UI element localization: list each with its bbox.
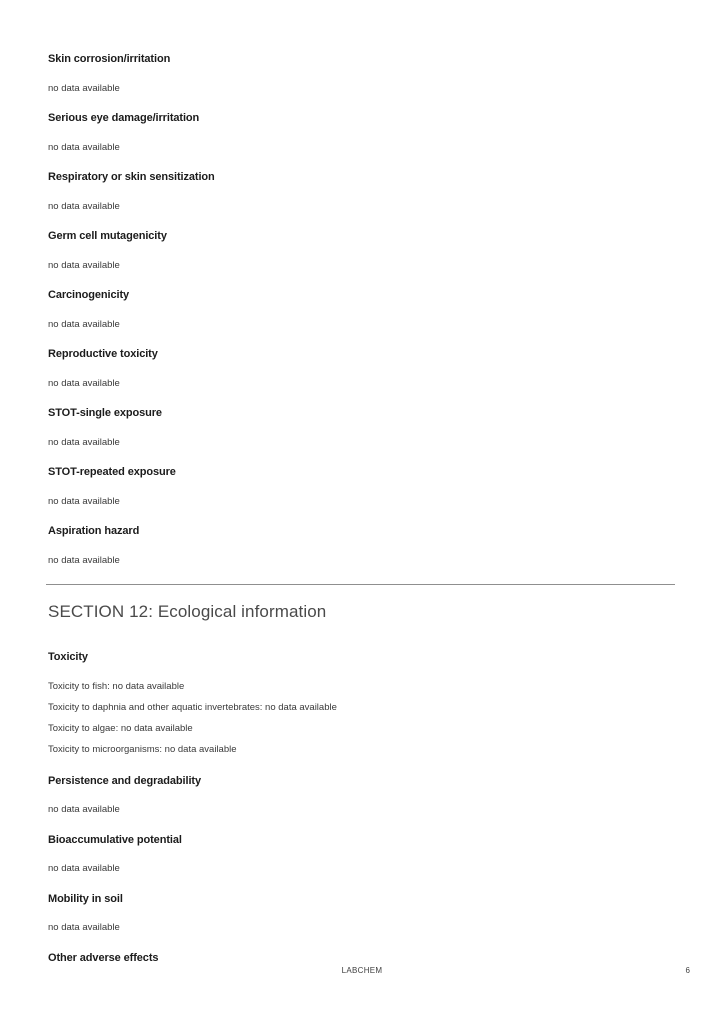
heading-toxicity: Toxicity [48,651,88,663]
toxicity-line-daphnia: Toxicity to daphnia and other aquatic invertebrates: no data available [48,702,337,713]
section-divider [46,584,675,585]
page-content [48,0,676,981]
value-germ-cell-mutagenicity: no data available [48,259,120,271]
heading-serious-eye-damage-irritation: Serious eye damage/irritation [48,112,200,124]
heading-persistence-and-degradability: Persistence and degradability [48,774,201,787]
value-bioaccumulative-potential: no data available [48,863,120,874]
heading-stot-repeated-exposure: STOT-repeated exposure [48,466,176,478]
heading-reproductive-toxicity: Reproductive toxicity [48,348,158,360]
toxicity-block [48,651,676,765]
value-persistence-and-degradability: no data available [48,804,120,815]
heading-stot-single-exposure: STOT-single exposure [48,407,162,419]
heading-germ-cell-mutagenicity: Germ cell mutagenicity [48,230,167,242]
heading-carcinogenicity: Carcinogenicity [48,289,130,301]
value-serious-eye-damage-irritation: no data available [48,141,120,153]
heading-aspiration-hazard: Aspiration hazard [48,525,140,537]
toxicity-line-fish: Toxicity to fish: no data available [48,681,185,692]
value-stot-repeated-exposure: no data available [48,495,120,507]
heading-mobility-in-soil: Mobility in soil [48,892,123,905]
value-mobility-in-soil: no data available [48,922,120,933]
toxicity-line-microorganisms: Toxicity to microorganisms: no data available [48,744,237,755]
toxicity-line-algae: Toxicity to algae: no data available [48,723,193,734]
heading-skin-corrosion-irritation: Skin corrosion/irritation [48,53,171,65]
section-12-title: SECTION 12: Ecological information [48,602,327,621]
value-skin-corrosion-irritation: no data available [48,82,120,94]
footer-page-number: 6 [685,966,690,975]
heading-other-adverse-effects: Other adverse effects [48,951,159,964]
footer-company-name: LABCHEM [341,966,383,975]
value-aspiration-hazard: no data available [48,554,120,566]
value-carcinogenicity: no data available [48,318,120,330]
value-respiratory-or-skin-sensitization: no data available [48,200,120,212]
value-stot-single-exposure: no data available [48,436,120,448]
value-reproductive-toxicity: no data available [48,377,120,389]
heading-bioaccumulative-potential: Bioaccumulative potential [48,833,182,846]
heading-respiratory-or-skin-sensitization: Respiratory or skin sensitization [48,171,215,183]
